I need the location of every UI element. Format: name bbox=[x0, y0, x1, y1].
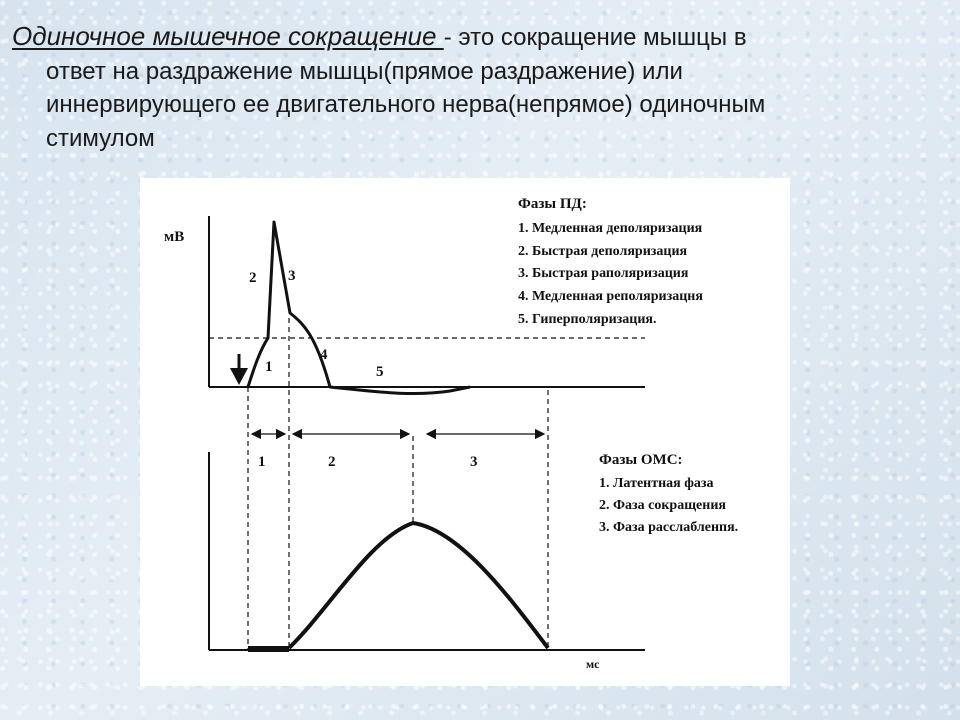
muscle-twitch-diagram bbox=[140, 178, 790, 686]
definition-line-2: ответ на раздражение мышцы(прямое раздражение) или bbox=[46, 57, 683, 85]
ap-legend-item-1: 1. Медленная деполяризация bbox=[518, 221, 703, 236]
definition-line-4: стимулом bbox=[46, 124, 155, 152]
oms-phases-legend bbox=[599, 452, 738, 535]
oms-legend-item-1: 1. Латентная фаза bbox=[599, 476, 714, 491]
oms-legend-item-2: 2. Фаза сокращения bbox=[599, 498, 726, 513]
slide-text bbox=[12, 18, 948, 155]
ap-legend-title: Фазы ПД: bbox=[518, 196, 587, 212]
oms-legend-item-3: 3. Фаза расслабленпя. bbox=[599, 520, 739, 535]
ap-phase-2: 2 bbox=[249, 270, 257, 286]
interval-3: 3 bbox=[470, 454, 478, 470]
ap-phase-5: 5 bbox=[376, 364, 384, 380]
stimulus-arrow-icon bbox=[230, 354, 248, 385]
ap-legend-item-4: 4. Медленная реполяризацня bbox=[518, 289, 703, 304]
diagram-svg bbox=[140, 178, 790, 686]
ap-phase-3: 3 bbox=[288, 268, 296, 284]
ap-phase-4: 4 bbox=[320, 347, 328, 363]
ap-phases-legend bbox=[518, 196, 703, 327]
interval-2: 2 bbox=[328, 454, 336, 470]
definition-line-3: иннервирующего ее двигательного нерва(непрямое) одиночным bbox=[46, 91, 766, 119]
term-title: Одиночное мышечное сокращение bbox=[12, 21, 444, 51]
ap-legend-item-5: 5. Гиперполяризация. bbox=[518, 312, 657, 327]
ap-legend-item-2: 2. Быстрая деполяризация bbox=[518, 244, 688, 259]
interval-1: 1 bbox=[258, 454, 266, 470]
definition-line-1: - это сокращение мышцы в bbox=[443, 24, 747, 51]
ap-legend-item-3: 3. Быстрая раполяризация bbox=[518, 266, 689, 281]
action-potential-curve bbox=[248, 222, 470, 394]
twitch-curve bbox=[289, 523, 548, 648]
top-axis-unit: мВ bbox=[164, 229, 185, 245]
bottom-axis-unit: мс bbox=[586, 657, 600, 671]
oms-legend-title: Фазы ОМС: bbox=[599, 452, 683, 468]
ap-phase-1: 1 bbox=[265, 359, 273, 375]
definition-paragraph bbox=[12, 18, 948, 155]
